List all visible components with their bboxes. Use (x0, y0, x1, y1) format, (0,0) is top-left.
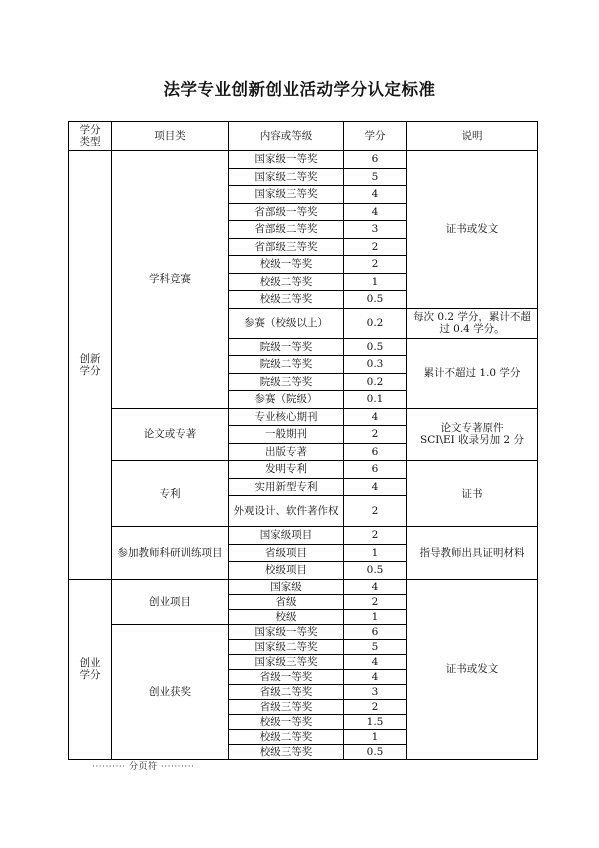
content-cell: 校级二等奖 (229, 273, 344, 291)
credit-cell: 5 (344, 168, 407, 186)
table-row (69, 461, 538, 479)
note-entrepreneurship: 证书或发文 (407, 579, 538, 759)
content-cell: 国家级一等奖 (229, 151, 344, 169)
content-cell: 实用新型专利 (229, 478, 344, 496)
content-cell: 国家级一等奖 (229, 624, 344, 639)
project-startup-awards: 创业获奖 (112, 624, 229, 759)
credit-cell: 2 (344, 426, 407, 444)
content-cell: 国家级三等奖 (229, 186, 344, 204)
header-project: 项目类 (112, 122, 229, 151)
content-cell: 省级三等奖 (229, 699, 344, 714)
credit-cell: 0.5 (344, 291, 407, 309)
content-cell: 参赛（院级） (229, 391, 344, 409)
content-cell: 国家级 (229, 579, 344, 594)
credit-cell: 2 (344, 594, 407, 609)
content-cell: 省级二等奖 (229, 684, 344, 699)
note-competition-awards: 证书或发文 (407, 151, 538, 309)
header-row (69, 122, 538, 151)
table-row (69, 151, 538, 169)
content-cell: 外观设计、软件著作权 (229, 496, 344, 527)
credit-cell: 4 (344, 669, 407, 684)
project-papers: 论文或专著 (112, 408, 229, 461)
page-break-dots-right: ·········· (160, 762, 195, 772)
header-content: 内容或等级 (229, 122, 344, 151)
document-title: 法学专业创新创业活动学分认定标准 (163, 80, 436, 99)
table-body (69, 122, 538, 760)
content-cell: 校级三等奖 (229, 744, 344, 759)
content-cell: 省级 (229, 594, 344, 609)
project-patents: 专利 (112, 461, 229, 527)
credit-cell: 4 (344, 203, 407, 221)
table-row (69, 408, 538, 426)
note-patents: 证书 (407, 461, 538, 527)
content-cell: 省级一等奖 (229, 669, 344, 684)
table-row (69, 579, 538, 594)
page-break-dots-left: ·········· (92, 762, 126, 772)
credit-cell: 4 (344, 186, 407, 204)
content-cell: 校级二等奖 (229, 729, 344, 744)
credit-type-innovation: 创新 学分 (69, 151, 112, 580)
credit-cell: 6 (344, 461, 407, 479)
credit-cell: 1 (344, 544, 407, 562)
credit-cell: 6 (344, 443, 407, 461)
project-competition: 学科竞赛 (112, 151, 229, 409)
credit-cell: 2 (344, 256, 407, 274)
credit-cell: 0.5 (344, 562, 407, 580)
credit-cell: 2 (344, 699, 407, 714)
content-cell: 国家级项目 (229, 527, 344, 545)
content-cell: 出版专著 (229, 443, 344, 461)
note-participation: 每次 0.2 学分，累计不超过 0.4 学分。 (407, 308, 538, 338)
credit-standards-table (68, 121, 538, 760)
credit-cell: 1 (344, 273, 407, 291)
content-cell: 院级三等奖 (229, 373, 344, 391)
page-break-marker (92, 759, 194, 772)
credit-cell: 4 (344, 579, 407, 594)
credit-cell: 1 (344, 609, 407, 624)
content-cell: 院级二等奖 (229, 356, 344, 374)
content-cell: 省部级一等奖 (229, 203, 344, 221)
credit-cell: 3 (344, 221, 407, 239)
content-cell: 院级一等奖 (229, 338, 344, 356)
header-credit-type: 学分 类型 (69, 122, 112, 151)
content-cell: 专业核心期刊 (229, 408, 344, 426)
credit-cell: 3 (344, 684, 407, 699)
content-cell: 参赛（校级以上） (229, 308, 344, 338)
content-cell: 校级 (229, 609, 344, 624)
credit-cell: 1 (344, 729, 407, 744)
credit-cell: 2 (344, 527, 407, 545)
credit-cell: 5 (344, 639, 407, 654)
content-cell: 国家级二等奖 (229, 168, 344, 186)
credit-cell: 6 (344, 624, 407, 639)
content-cell: 校级三等奖 (229, 291, 344, 309)
content-cell: 国家级二等奖 (229, 639, 344, 654)
credit-cell: 4 (344, 654, 407, 669)
project-research: 参加教师科研训练项目 (112, 527, 229, 580)
page-break-label: 分页符 (128, 762, 158, 772)
content-cell: 国家级三等奖 (229, 654, 344, 669)
credit-cell: 0.5 (344, 338, 407, 356)
credit-cell: 2 (344, 238, 407, 256)
content-cell: 省部级二等奖 (229, 221, 344, 239)
header-note: 说明 (407, 122, 538, 151)
credit-cell: 2 (344, 496, 407, 527)
credit-cell: 6 (344, 151, 407, 169)
credit-cell: 0.3 (344, 356, 407, 374)
note-papers: 论文专著原件 SCI\EI 收录另加 2 分 (407, 408, 538, 461)
credit-cell: 0.2 (344, 308, 407, 338)
table-row (69, 527, 538, 545)
content-cell: 省级项目 (229, 544, 344, 562)
credit-cell: 1.5 (344, 714, 407, 729)
credit-cell: 4 (344, 478, 407, 496)
credit-cell: 0.1 (344, 391, 407, 409)
project-startup: 创业项目 (112, 579, 229, 624)
content-cell: 发明专利 (229, 461, 344, 479)
content-cell: 校级一等奖 (229, 714, 344, 729)
credit-type-entrepreneurship: 创业 学分 (69, 579, 112, 759)
content-cell: 一般期刊 (229, 426, 344, 444)
content-cell: 校级项目 (229, 562, 344, 580)
content-cell: 省部级三等奖 (229, 238, 344, 256)
credit-cell: 0.2 (344, 373, 407, 391)
note-research: 指导教师出具证明材料 (407, 527, 538, 580)
note-college: 累计不超过 1.0 学分 (407, 338, 538, 408)
credit-cell: 4 (344, 408, 407, 426)
header-credit: 学分 (344, 122, 407, 151)
content-cell: 校级一等奖 (229, 256, 344, 274)
credit-cell: 0.5 (344, 744, 407, 759)
